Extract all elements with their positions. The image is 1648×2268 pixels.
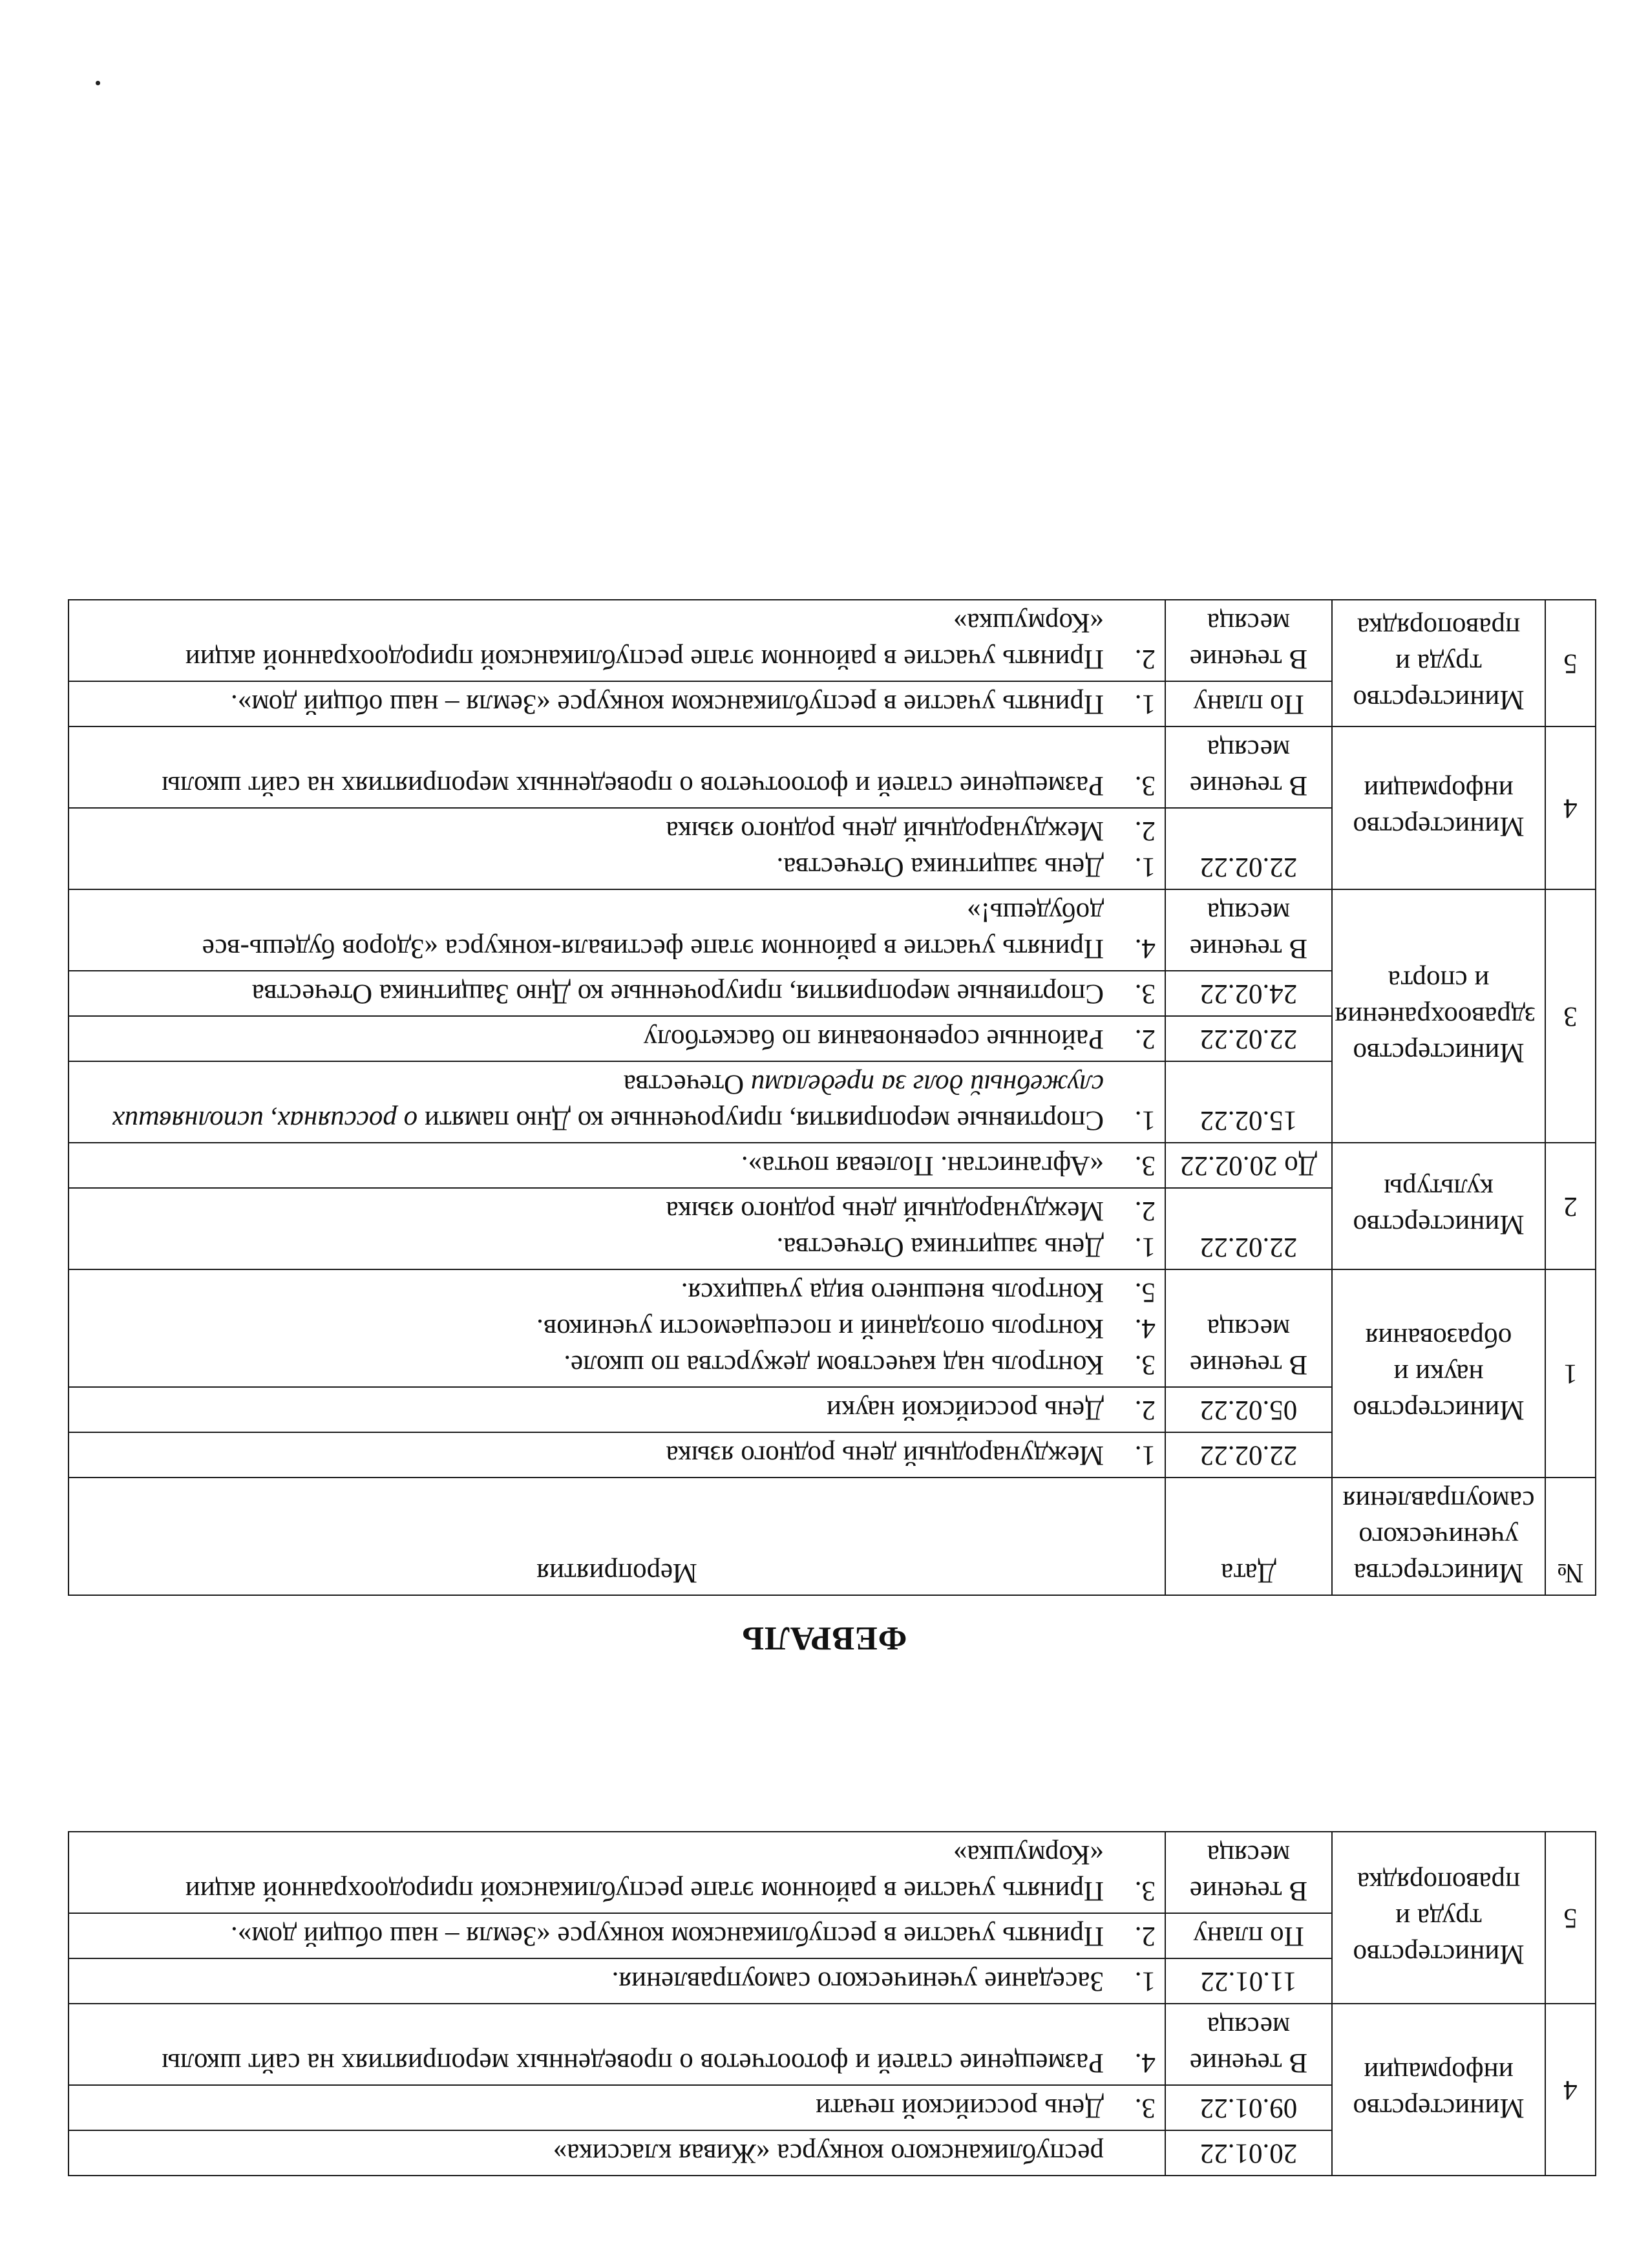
event-item-number: 1. xyxy=(1134,852,1156,882)
scan-speck xyxy=(96,81,100,85)
event-item-number: 3. xyxy=(1134,1350,1156,1380)
event-item-main-text: День российской науки xyxy=(827,1395,1104,1425)
event-cell xyxy=(69,600,1165,681)
event-date: По плану xyxy=(1165,681,1332,726)
february-plan-table xyxy=(68,599,1596,1596)
event-cell xyxy=(69,1061,1165,1143)
event-item-main-text: Спортивные мероприятия, приуроченные ко Дню памяти xyxy=(424,1105,1104,1136)
ministry-name: Министерство культуры xyxy=(1332,1143,1545,1269)
event-item-main-text: Размещение статей и фотоотчетов о проведенных мероприятиях на сайт школы xyxy=(162,770,1104,801)
event-cell xyxy=(69,1832,1165,1913)
event-date: 20.01.22 xyxy=(1165,2130,1332,2176)
event-date: 22.02.22 xyxy=(1165,1432,1332,1478)
event-date: 22.02.22 xyxy=(1165,1016,1332,1061)
event-item-number: 2. xyxy=(1134,1196,1156,1226)
event-cell xyxy=(69,2085,1165,2130)
event-date: 15.02.22 xyxy=(1165,1061,1332,1143)
table-row xyxy=(69,1958,1596,2004)
header-events: Мероприятия xyxy=(69,1478,1165,1595)
event-item xyxy=(78,1066,1156,1138)
event-item xyxy=(78,812,1156,849)
event-item xyxy=(78,894,1156,966)
table-row xyxy=(69,2130,1596,2176)
event-cell xyxy=(69,1432,1165,1478)
event-item-main-text: «Афганистан. Полевая почта». xyxy=(741,1150,1104,1181)
event-date: В течение месяца xyxy=(1165,1269,1332,1387)
event-item-number: 3. xyxy=(1134,2093,1156,2123)
header-ministry: Министерства ученического самоуправления xyxy=(1332,1478,1545,1595)
event-item xyxy=(78,2135,1156,2171)
event-item-text xyxy=(78,1963,1104,1999)
event-item-text xyxy=(78,1021,1104,1057)
event-item-main-text: Принять участие в районном этапе республиканской природоохранной акции «Кормушка» xyxy=(185,1839,1104,1906)
event-item-text xyxy=(78,1346,1104,1383)
event-item xyxy=(78,1963,1156,1999)
event-date: 09.01.22 xyxy=(1165,2085,1332,2130)
event-item-number: 2. xyxy=(1134,1921,1156,1951)
table-row xyxy=(69,1432,1596,1478)
event-date: В течение месяца xyxy=(1165,2004,1332,2085)
event-item xyxy=(78,1229,1156,1265)
event-item xyxy=(78,1192,1156,1229)
event-cell xyxy=(69,726,1165,808)
event-item-main-text: Принять участие в республиканском конкурсе «Земля – наш общий дом». xyxy=(231,689,1104,719)
ministry-name: Министерство информации xyxy=(1332,2004,1545,2176)
event-item-main-text: Принять участие в районном этапе фестиваля-конкурса «Здоров будешь-все добудешь!» xyxy=(202,897,1104,964)
event-item-text xyxy=(78,1392,1104,1428)
event-item-text xyxy=(78,1192,1104,1229)
row-number: 2 xyxy=(1545,1143,1596,1269)
event-item-text xyxy=(78,1274,1104,1310)
event-date: 22.02.22 xyxy=(1165,1188,1332,1269)
event-item-number: 5. xyxy=(1134,1277,1156,1308)
event-item-text xyxy=(78,1437,1104,1473)
event-item xyxy=(78,1437,1156,1473)
event-item-main-text: Контроль над качеством дежурства по школе. xyxy=(564,1350,1104,1380)
event-item-main-text: Международный день родного языка xyxy=(666,1196,1104,1226)
event-item-text xyxy=(78,894,1104,966)
event-item-text xyxy=(78,767,1104,803)
row-number: 4 xyxy=(1545,2004,1596,2176)
event-item-number: 4. xyxy=(1134,933,1156,964)
event-item-number: 3. xyxy=(1134,979,1156,1009)
event-item-number: 2. xyxy=(1134,1395,1156,1425)
row-number: 4 xyxy=(1545,726,1596,889)
event-item-number: 1. xyxy=(1134,689,1156,719)
event-item xyxy=(78,1274,1156,1310)
header-num: № xyxy=(1545,1478,1596,1595)
ministry-name: Министерство науки и образования xyxy=(1332,1269,1545,1478)
event-cell xyxy=(69,2130,1165,2176)
event-item-italic-text: о россиянах, исполнявших служебный долг за пределами xyxy=(112,1069,1104,1136)
event-item-main-text: Спортивные мероприятия, приуроченные ко Дню Защитника Отечества xyxy=(251,979,1104,1009)
event-item-text xyxy=(78,1836,1104,1909)
event-cell xyxy=(69,1913,1165,1958)
event-date: В течение месяца xyxy=(1165,889,1332,971)
february-title: ФЕВРАЛЬ xyxy=(741,1620,907,1657)
event-item-text xyxy=(78,2090,1104,2126)
event-item-number: 2. xyxy=(1134,1024,1156,1054)
event-date: 22.02.22 xyxy=(1165,808,1332,889)
event-cell xyxy=(69,971,1165,1016)
event-item-number: 1. xyxy=(1134,1105,1156,1136)
event-item-main-text: Районные соревнования по баскетболу xyxy=(643,1024,1104,1054)
table-header-row xyxy=(69,1478,1596,1595)
event-item-main-text: Контроль опозданий и посещаемости учеников. xyxy=(536,1313,1104,1344)
event-cell xyxy=(69,681,1165,726)
table-row xyxy=(69,808,1596,889)
event-item-text xyxy=(78,604,1104,677)
table-row xyxy=(69,681,1596,726)
event-item xyxy=(78,1346,1156,1383)
event-item-main-text: Международный день родного языка xyxy=(666,816,1104,846)
event-cell xyxy=(69,1958,1165,2004)
table-row xyxy=(69,1061,1596,1143)
event-item xyxy=(78,604,1156,677)
table-row xyxy=(69,1188,1596,1269)
event-cell xyxy=(69,1269,1165,1387)
event-item-tail-text: Отечества xyxy=(623,1069,745,1099)
row-number: 1 xyxy=(1545,1269,1596,1478)
row-number: 3 xyxy=(1545,889,1596,1143)
event-date: До 20.02.22 xyxy=(1165,1143,1332,1188)
event-item xyxy=(78,1392,1156,1428)
event-cell xyxy=(69,1143,1165,1188)
event-item-text xyxy=(78,2135,1104,2171)
event-date: В течение месяца xyxy=(1165,600,1332,681)
event-item xyxy=(78,2044,1156,2081)
ministry-name: Министерство здравоохранения и спорта xyxy=(1332,889,1545,1143)
event-item xyxy=(78,767,1156,803)
event-item-main-text: Контроль внешнего вида учащихся. xyxy=(681,1277,1104,1308)
event-item-main-text: Принять участие в республиканском конкурсе «Земля – наш общий дом». xyxy=(231,1921,1104,1951)
event-cell xyxy=(69,1188,1165,1269)
event-cell xyxy=(69,889,1165,971)
event-date: 11.01.22 xyxy=(1165,1958,1332,2004)
event-item-text xyxy=(78,1147,1104,1183)
event-item-text xyxy=(78,2044,1104,2081)
event-item-number: 2. xyxy=(1134,644,1156,674)
event-item-main-text: Международный день родного языка xyxy=(666,1440,1104,1470)
event-item-main-text: День российской печати xyxy=(815,2093,1104,2123)
event-item-number xyxy=(1104,2135,1156,2171)
event-item xyxy=(78,1918,1156,1954)
event-item-text xyxy=(78,812,1104,849)
january-continued-table xyxy=(68,1831,1596,2176)
event-item-number: 1. xyxy=(1134,1440,1156,1470)
ministry-name: Министерство информации xyxy=(1332,726,1545,889)
event-item-main-text: республиканского конкурса «Живая классика» xyxy=(553,2138,1104,2168)
event-item-text xyxy=(78,686,1104,722)
event-item xyxy=(78,1836,1156,1909)
event-item-number: 3. xyxy=(1134,770,1156,801)
event-item-number: 4. xyxy=(1134,1313,1156,1344)
header-date: Дата xyxy=(1165,1478,1332,1595)
event-item-text xyxy=(78,1229,1104,1265)
event-item-text xyxy=(78,849,1104,885)
event-item-number: 1. xyxy=(1134,1232,1156,1262)
event-item-text xyxy=(78,1066,1104,1138)
event-item-text xyxy=(78,1310,1104,1346)
event-item-main-text: Принять участие в районном этапе республиканской природоохранной акции «Кормушка» xyxy=(185,608,1104,674)
event-item xyxy=(78,2090,1156,2126)
event-cell xyxy=(69,808,1165,889)
row-number: 5 xyxy=(1545,600,1596,726)
row-number: 5 xyxy=(1545,1832,1596,2004)
event-item-text xyxy=(78,1918,1104,1954)
event-date: В течение месяца xyxy=(1165,726,1332,808)
event-item-main-text: День защитника Отечества. xyxy=(776,852,1104,882)
ministry-name: Министерство труда и правопорядка xyxy=(1332,600,1545,726)
event-item-text xyxy=(78,975,1104,1012)
event-date: 05.02.22 xyxy=(1165,1387,1332,1432)
event-date: В течение месяца xyxy=(1165,1832,1332,1913)
event-item-number: 1. xyxy=(1134,1966,1156,1997)
event-cell xyxy=(69,1387,1165,1432)
event-cell xyxy=(69,2004,1165,2085)
event-date: По плану xyxy=(1165,1913,1332,1958)
event-item xyxy=(78,1310,1156,1346)
event-item-main-text: День защитника Отечества. xyxy=(776,1232,1104,1262)
event-item-main-text: Размещение статей и фотоотчетов о проведенных мероприятиях на сайт школы xyxy=(162,2048,1104,2078)
event-item xyxy=(78,849,1156,885)
event-item-number: 3. xyxy=(1134,1150,1156,1181)
event-item-number: 4. xyxy=(1134,2048,1156,2078)
event-date: 24.02.22 xyxy=(1165,971,1332,1016)
ministry-name: Министерство труда и правопорядка xyxy=(1332,1832,1545,2004)
event-item-number: 2. xyxy=(1134,816,1156,846)
event-item xyxy=(78,686,1156,722)
event-item-number: 3. xyxy=(1134,1876,1156,1906)
event-item-main-text: Заседание ученического самоуправления. xyxy=(611,1966,1104,1997)
event-item xyxy=(78,1147,1156,1183)
event-cell xyxy=(69,1016,1165,1061)
event-item xyxy=(78,1021,1156,1057)
event-item xyxy=(78,975,1156,1012)
